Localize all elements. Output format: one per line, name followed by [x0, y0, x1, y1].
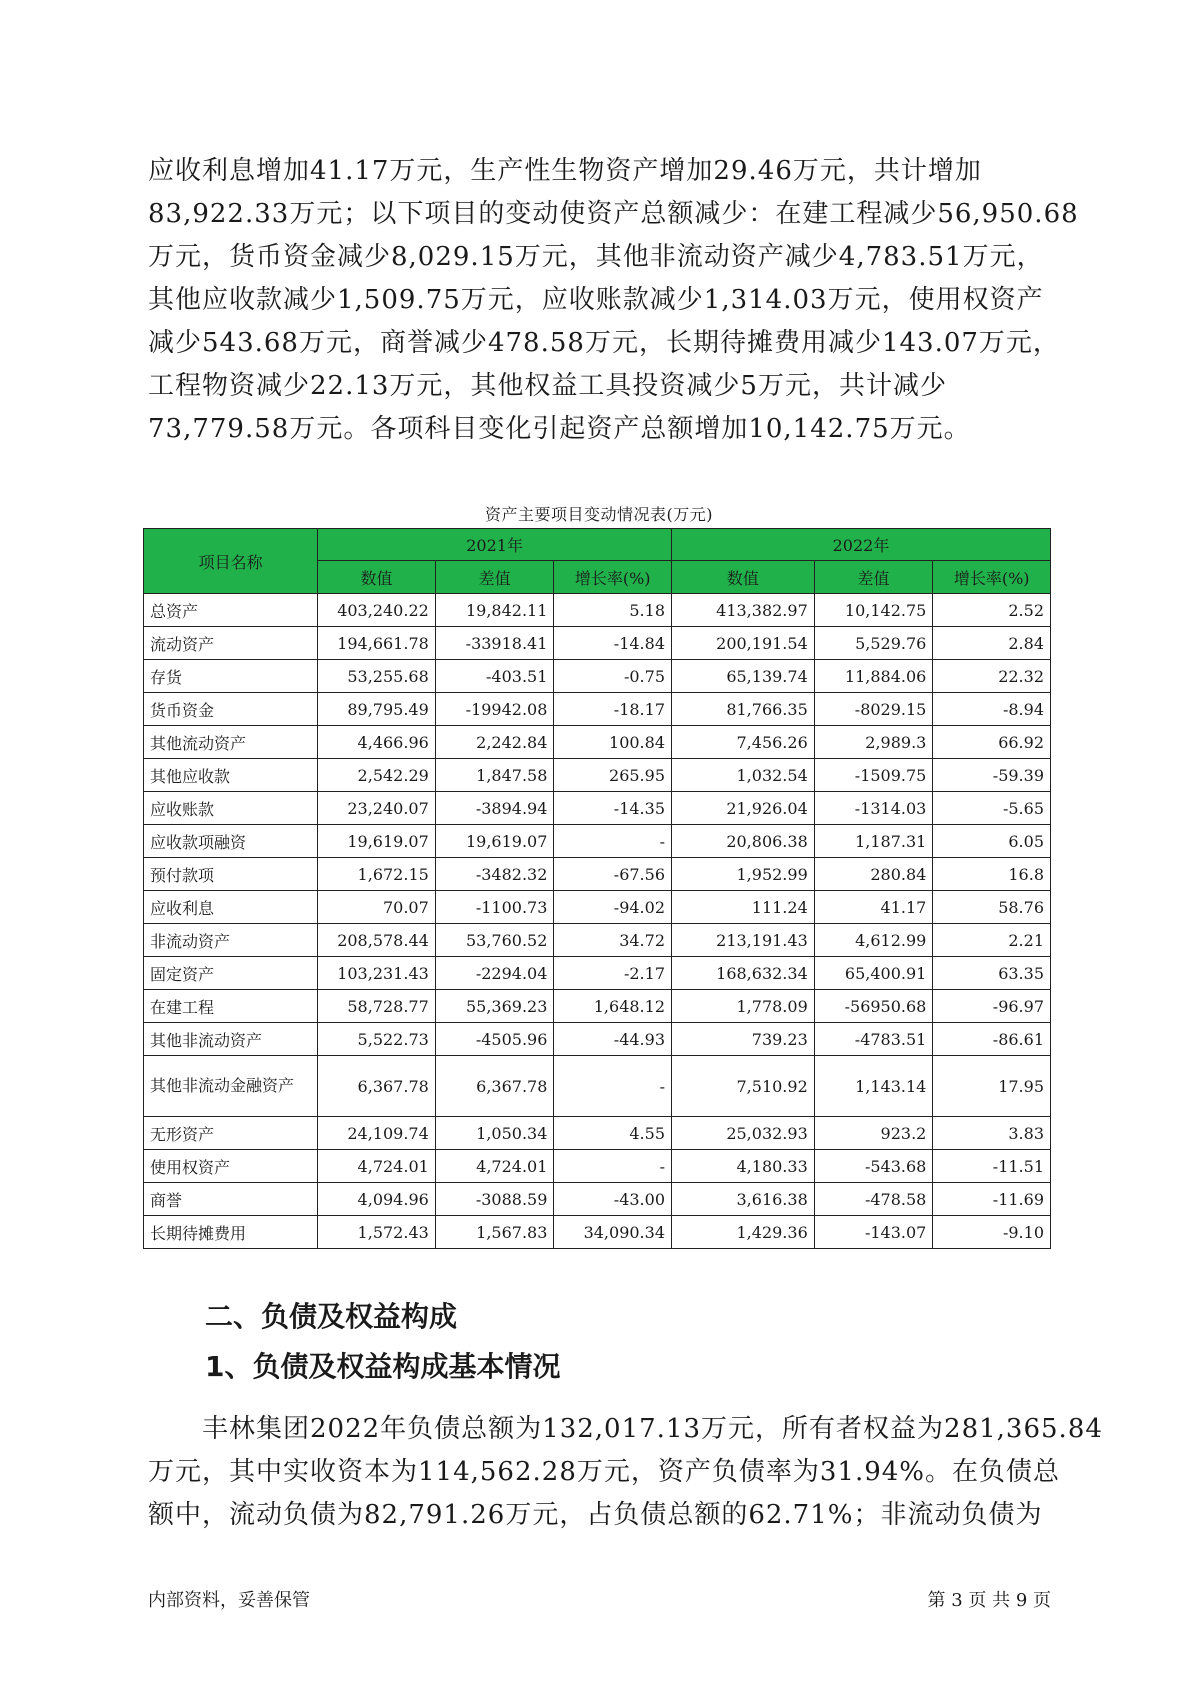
- table-cell-value: 5.18: [554, 594, 672, 627]
- table-cell-value: 1,778.09: [672, 990, 815, 1023]
- text-line: 73,779.58万元。各项科目变化引起资产总额增加10,142.75万元。: [148, 414, 971, 444]
- table-cell-value: 7,456.26: [672, 726, 815, 759]
- table-cell-value: -96.97: [933, 990, 1051, 1023]
- table-cell-value: 6,367.78: [435, 1056, 554, 1117]
- table-cell-value: -11.69: [933, 1183, 1051, 1216]
- table-cell-value: 265.95: [554, 759, 672, 792]
- table-row: [144, 594, 1051, 627]
- table-row: [144, 924, 1051, 957]
- table-cell-value: -1100.73: [435, 891, 554, 924]
- table-cell-value: 2.21: [933, 924, 1051, 957]
- table-cell-value: -: [554, 1056, 672, 1117]
- table-cell-value: 1,567.83: [435, 1216, 554, 1249]
- table-cell-value: -143.07: [814, 1216, 933, 1249]
- table-cell-value: 280.84: [814, 858, 933, 891]
- table-cell-value: 16.8: [933, 858, 1051, 891]
- table-cell-value: 413,382.97: [672, 594, 815, 627]
- table-cell-value: -0.75: [554, 660, 672, 693]
- table-cell-value: 1,429.36: [672, 1216, 815, 1249]
- table-row: [144, 825, 1051, 858]
- column-header-year-2022: 2022年: [672, 529, 1051, 561]
- text-line: 万元，货币资金减少8,029.15万元，其他非流动资产减少4,783.51万元，: [148, 242, 1044, 272]
- table-cell-value: 2,989.3: [814, 726, 933, 759]
- text-line: 应收利息增加41.17万元，生产性生物资产增加29.46万元，共计增加: [148, 156, 982, 186]
- table-cell-value: 34,090.34: [554, 1216, 672, 1249]
- table-cell-value: 4,180.33: [672, 1150, 815, 1183]
- table-cell-value: 66.92: [933, 726, 1051, 759]
- table-cell-value: 739.23: [672, 1023, 815, 1056]
- table-row: [144, 1117, 1051, 1150]
- table-cell-value: 100.84: [554, 726, 672, 759]
- table-cell-value: 4,094.96: [318, 1183, 436, 1216]
- table-cell-value: -14.35: [554, 792, 672, 825]
- table-cell-value: -86.61: [933, 1023, 1051, 1056]
- column-header-value: 数值: [672, 561, 815, 594]
- table-cell-item-name: 长期待摊费用: [144, 1216, 318, 1249]
- table-cell-item-name: 在建工程: [144, 990, 318, 1023]
- table-cell-value: 41.17: [814, 891, 933, 924]
- table-cell-value: 4,724.01: [318, 1150, 436, 1183]
- table-cell-value: 24,109.74: [318, 1117, 436, 1150]
- body-paragraph-liabilities: [148, 1408, 1103, 1537]
- table-cell-value: 53,760.52: [435, 924, 554, 957]
- column-header-growth-rate: 增长率(%): [554, 561, 672, 594]
- table-cell-value: 403,240.22: [318, 594, 436, 627]
- table-row: [144, 990, 1051, 1023]
- table-cell-value: 11,884.06: [814, 660, 933, 693]
- table-cell-value: -14.84: [554, 627, 672, 660]
- table-cell-value: 1,032.54: [672, 759, 815, 792]
- table-cell-value: 1,572.43: [318, 1216, 436, 1249]
- table-cell-value: -8029.15: [814, 693, 933, 726]
- table-cell-value: 923.2: [814, 1117, 933, 1150]
- table-row: [144, 1216, 1051, 1249]
- table-cell-value: -56950.68: [814, 990, 933, 1023]
- text-line: 减少543.68万元，商誉减少478.58万元，长期待摊费用减少143.07万元，: [148, 328, 1060, 358]
- table-cell-item-name: 无形资产: [144, 1117, 318, 1150]
- table-cell-value: -19942.08: [435, 693, 554, 726]
- table-cell-value: 2.84: [933, 627, 1051, 660]
- table-cell-value: -18.17: [554, 693, 672, 726]
- table-cell-value: -8.94: [933, 693, 1051, 726]
- text-line: 83,922.33万元；以下项目的变动使资产总额减少：在建工程减少56,950.68: [148, 199, 1079, 229]
- column-header-value: 数值: [318, 561, 436, 594]
- text-line: 额中，流动负债为82,791.26万元，占负债总额的62.71%；非流动负债为: [148, 1500, 1043, 1530]
- section-heading: 二、负债及权益构成: [205, 1300, 458, 1333]
- table-row: [144, 627, 1051, 660]
- subsection-heading: 1、负债及权益构成基本情况: [205, 1350, 561, 1383]
- table-row: [144, 858, 1051, 891]
- table-cell-item-name: 其他流动资产: [144, 726, 318, 759]
- table-cell-value: -478.58: [814, 1183, 933, 1216]
- table-row: [144, 759, 1051, 792]
- table-cell-item-name: 总资产: [144, 594, 318, 627]
- table-row: [144, 957, 1051, 990]
- table-cell-item-name: 存货: [144, 660, 318, 693]
- table-cell-value: -3088.59: [435, 1183, 554, 1216]
- table-cell-value: 194,661.78: [318, 627, 436, 660]
- table-cell-item-name: 预付款项: [144, 858, 318, 891]
- table-row: [144, 1056, 1051, 1117]
- table-cell-item-name: 应收账款: [144, 792, 318, 825]
- table-cell-value: -3894.94: [435, 792, 554, 825]
- table-cell-item-name: 其他非流动金融资产: [144, 1056, 318, 1117]
- text-line: 其他应收款减少1,509.75万元，应收账款减少1,314.03万元，使用权资产: [148, 285, 1044, 315]
- table-cell-value: 1,143.14: [814, 1056, 933, 1117]
- table-cell-value: 213,191.43: [672, 924, 815, 957]
- table-cell-item-name: 应收款项融资: [144, 825, 318, 858]
- table-cell-item-name: 固定资产: [144, 957, 318, 990]
- table-cell-value: 23,240.07: [318, 792, 436, 825]
- table-cell-value: -1314.03: [814, 792, 933, 825]
- table-cell-value: 4,612.99: [814, 924, 933, 957]
- table-cell-item-name: 流动资产: [144, 627, 318, 660]
- table-cell-value: 1,050.34: [435, 1117, 554, 1150]
- table-cell-value: 2,242.84: [435, 726, 554, 759]
- table-cell-value: 1,847.58: [435, 759, 554, 792]
- table-cell-value: 70.07: [318, 891, 436, 924]
- table-cell-value: -403.51: [435, 660, 554, 693]
- table-cell-value: 65,139.74: [672, 660, 815, 693]
- table-cell-value: 6,367.78: [318, 1056, 436, 1117]
- table-cell-value: 1,672.15: [318, 858, 436, 891]
- table-cell-value: 4,466.96: [318, 726, 436, 759]
- column-header-growth-rate: 增长率(%): [933, 561, 1051, 594]
- table-cell-value: -4505.96: [435, 1023, 554, 1056]
- table-cell-value: 1,952.99: [672, 858, 815, 891]
- table-cell-value: -: [554, 825, 672, 858]
- table-row: [144, 726, 1051, 759]
- column-header-item-name: 项目名称: [144, 529, 318, 594]
- table-cell-value: 200,191.54: [672, 627, 815, 660]
- table-row: [144, 1023, 1051, 1056]
- table-cell-item-name: 货币资金: [144, 693, 318, 726]
- asset-change-table: [143, 528, 1051, 1249]
- table-cell-value: -67.56: [554, 858, 672, 891]
- table-cell-value: 65,400.91: [814, 957, 933, 990]
- table-cell-value: -2294.04: [435, 957, 554, 990]
- table-cell-value: 19,619.07: [435, 825, 554, 858]
- table-cell-item-name: 商誉: [144, 1183, 318, 1216]
- table-cell-value: 3,616.38: [672, 1183, 815, 1216]
- column-header-difference: 差值: [814, 561, 933, 594]
- table-cell-value: -59.39: [933, 759, 1051, 792]
- table-cell-value: 10,142.75: [814, 594, 933, 627]
- table-row: [144, 693, 1051, 726]
- table-cell-value: -3482.32: [435, 858, 554, 891]
- table-cell-item-name: 非流动资产: [144, 924, 318, 957]
- table-row: [144, 1150, 1051, 1183]
- table-cell-value: 5,529.76: [814, 627, 933, 660]
- table-cell-value: -1509.75: [814, 759, 933, 792]
- column-header-year-2021: 2021年: [318, 529, 672, 561]
- table-cell-value: 111.24: [672, 891, 815, 924]
- table-cell-value: 58,728.77: [318, 990, 436, 1023]
- table-cell-value: 168,632.34: [672, 957, 815, 990]
- table-cell-value: -5.65: [933, 792, 1051, 825]
- table-cell-value: 53,255.68: [318, 660, 436, 693]
- table-row: [144, 660, 1051, 693]
- table-cell-value: 3.83: [933, 1117, 1051, 1150]
- table-cell-value: 89,795.49: [318, 693, 436, 726]
- table-cell-item-name: 其他非流动资产: [144, 1023, 318, 1056]
- table-cell-value: 20,806.38: [672, 825, 815, 858]
- table-cell-value: 81,766.35: [672, 693, 815, 726]
- table-cell-value: 55,369.23: [435, 990, 554, 1023]
- table-cell-item-name: 使用权资产: [144, 1150, 318, 1183]
- table-cell-value: 4.55: [554, 1117, 672, 1150]
- text-line: 万元，其中实收资本为114,562.28万元，资产负债率为31.94%。在负债总: [148, 1457, 1061, 1487]
- footer-page-number: 第 3 页 共 9 页: [927, 1590, 1051, 1611]
- table-cell-value: -2.17: [554, 957, 672, 990]
- table-cell-value: 208,578.44: [318, 924, 436, 957]
- table-caption: 资产主要项目变动情况表(万元): [485, 505, 713, 524]
- column-header-difference: 差值: [435, 561, 554, 594]
- table-cell-value: -543.68: [814, 1150, 933, 1183]
- footer-confidential-note: 内部资料，妥善保管: [148, 1590, 310, 1611]
- table-cell-value: 63.35: [933, 957, 1051, 990]
- table-cell-item-name: 应收利息: [144, 891, 318, 924]
- table-cell-value: 19,842.11: [435, 594, 554, 627]
- table-cell-value: 4,724.01: [435, 1150, 554, 1183]
- text-line: 工程物资减少22.13万元，其他权益工具投资减少5万元，共计减少: [148, 371, 947, 401]
- table-row: [144, 891, 1051, 924]
- table-cell-value: -33918.41: [435, 627, 554, 660]
- table-row: [144, 1183, 1051, 1216]
- table-cell-value: 21,926.04: [672, 792, 815, 825]
- table-cell-value: 1,187.31: [814, 825, 933, 858]
- table-cell-value: 25,032.93: [672, 1117, 815, 1150]
- table-cell-value: 1,648.12: [554, 990, 672, 1023]
- table-cell-value: 2,542.29: [318, 759, 436, 792]
- table-cell-value: 19,619.07: [318, 825, 436, 858]
- table-cell-value: -44.93: [554, 1023, 672, 1056]
- table-cell-value: 7,510.92: [672, 1056, 815, 1117]
- table-cell-value: -94.02: [554, 891, 672, 924]
- table-cell-value: 22.32: [933, 660, 1051, 693]
- table-cell-value: 2.52: [933, 594, 1051, 627]
- table-cell-value: 103,231.43: [318, 957, 436, 990]
- table-cell-value: 6.05: [933, 825, 1051, 858]
- table-cell-value: -: [554, 1150, 672, 1183]
- table-row: [144, 792, 1051, 825]
- table-cell-value: -11.51: [933, 1150, 1051, 1183]
- table-cell-value: -43.00: [554, 1183, 672, 1216]
- body-paragraph-assets: [148, 150, 1079, 451]
- table-cell-value: 34.72: [554, 924, 672, 957]
- table-cell-item-name: 其他应收款: [144, 759, 318, 792]
- table-cell-value: 58.76: [933, 891, 1051, 924]
- table-cell-value: -4783.51: [814, 1023, 933, 1056]
- text-line: 丰林集团2022年负债总额为132,017.13万元，所有者权益为281,365.84: [202, 1414, 1103, 1444]
- table-cell-value: -9.10: [933, 1216, 1051, 1249]
- table-body: [144, 594, 1051, 1249]
- table-cell-value: 5,522.73: [318, 1023, 436, 1056]
- table-cell-value: 17.95: [933, 1056, 1051, 1117]
